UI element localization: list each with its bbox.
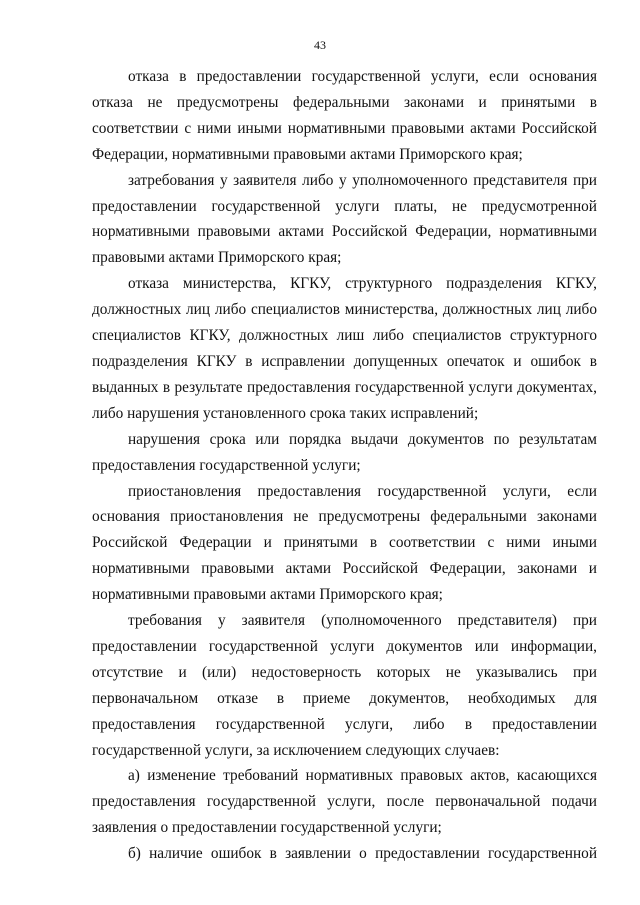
text-line: государственной услуги, за исключением следующих случаев: bbox=[92, 741, 500, 759]
text-line: затребования у заявителя либо у уполномоченного представителя при bbox=[128, 171, 597, 189]
text-line: специалистов КГКУ, должностных лиш либо специалистов структурного bbox=[92, 327, 597, 345]
paragraph-case-b bbox=[92, 841, 597, 867]
paragraph-suspension bbox=[92, 479, 597, 609]
text-line: требования у заявителя (уполномоченного представителя) при bbox=[128, 612, 597, 630]
text-line: предоставления государственной услуги; bbox=[92, 456, 361, 474]
text-line: предоставления государственной услуги, либо в предоставлении bbox=[92, 715, 597, 733]
paragraph-correction-refusal bbox=[92, 271, 597, 426]
text-line: Российской Федерации и принятыми в соответствии с ними иными bbox=[92, 534, 597, 552]
text-line: отказа министерства, КГКУ, структурного подразделения КГКУ, bbox=[128, 275, 597, 293]
text-line: Федерации, нормативными правовыми актами Приморского края; bbox=[92, 145, 523, 163]
text-line: либо нарушения установленного срока таких исправлений; bbox=[92, 404, 479, 422]
text-line: соответствии с ними иными нормативными правовыми актами Российской bbox=[92, 119, 597, 137]
paragraph-refusal-grounds bbox=[92, 64, 597, 168]
text-line: заявления о предоставлении государственной услуги; bbox=[92, 819, 442, 837]
text-line: нормативными правовыми актами Российской Федерации, законами и bbox=[92, 560, 597, 578]
document-body bbox=[92, 64, 597, 867]
text-line: первоначальном отказе в приеме документов, необходимых для bbox=[92, 689, 597, 707]
text-line: правовыми актами Приморского края; bbox=[92, 249, 342, 267]
text-line: должностных лиц либо специалистов министерства, должностных лиц либо bbox=[92, 301, 597, 319]
text-line: нормативными правовыми актами Приморского края; bbox=[92, 586, 443, 604]
paragraph-fee-demand bbox=[92, 168, 597, 272]
paragraph-issuance-violation bbox=[92, 427, 597, 479]
text-line: отказа не предусмотрены федеральными законами и принятыми в bbox=[92, 93, 597, 111]
page-number: 43 bbox=[314, 38, 326, 52]
paragraph-document-demand bbox=[92, 608, 597, 763]
text-line: предоставления государственной услуги, после первоначальной подачи bbox=[92, 793, 597, 811]
text-line: нарушения срока или порядка выдачи документов по результатам bbox=[128, 430, 597, 448]
text-line: предоставлении государственной услуги документов или информации, bbox=[92, 637, 597, 655]
text-line: нормативными правовыми актами Российской Федерации, нормативными bbox=[92, 223, 597, 241]
paragraph-case-a bbox=[92, 763, 597, 841]
text-line: основания приостановления не предусмотрены федеральными законами bbox=[92, 508, 597, 526]
text-line: а) изменение требований нормативных правовых актов, касающихся bbox=[128, 767, 597, 785]
text-line: выданных в результате предоставления государственной услуги документах, bbox=[92, 378, 597, 396]
text-line: приостановления предоставления государственной услуги, если bbox=[128, 482, 597, 500]
text-line: б) наличие ошибок в заявлении о предоставлении государственной bbox=[128, 845, 597, 863]
text-line: предоставлении государственной услуги платы, не предусмотренной bbox=[92, 197, 597, 215]
text-line: подразделения КГКУ в исправлении допущенных опечаток и ошибок в bbox=[92, 352, 597, 370]
text-line: отсутствие и (или) недостоверность которых не указывались при bbox=[92, 663, 597, 681]
text-line: отказа в предоставлении государственной услуги, если основания bbox=[128, 68, 597, 85]
